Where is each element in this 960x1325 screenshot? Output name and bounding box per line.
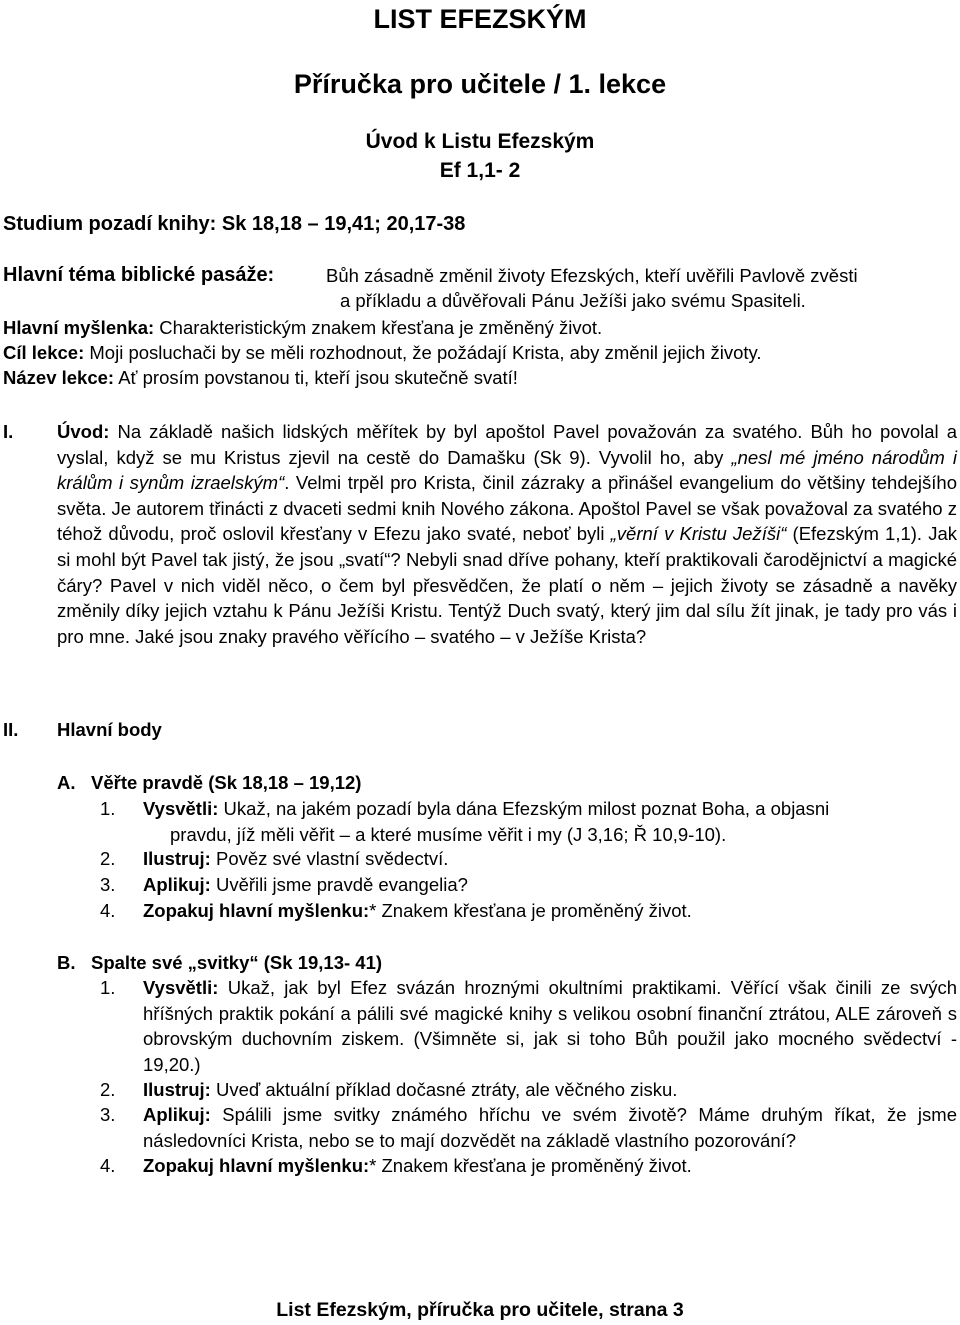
intro-label: Úvod:: [57, 421, 110, 442]
section-b-item-2: Ilustruj: Uveď aktuální příklad dočasné ztráty, ale věčného zisku.: [143, 1079, 678, 1100]
lesson-goal-text: Moji posluchači by se měli rozhodnout, že požádají Krista, aby změnil jejich životy.: [84, 342, 762, 363]
main-points-number: II.: [3, 719, 19, 740]
main-points-heading: Hlavní body: [57, 719, 162, 740]
section-b-item-3: Aplikuj: Spálili jsme svitky známého hříchu ve svém životě? Máme druhým říkat, že jsme následovníci Krista, nebo se to mají dozvědět na základě vlastního pozorování?: [143, 1104, 957, 1151]
section-b-item-1: Vysvětli: Ukaž, jak byl Efez svázán hroznými okultními praktikami. Věřící však činili ze svých hříšných praktik pokání a pálili své magické knihy s velikou osobní finanční ztrátou, ALE zároveň s obrovským duchovním ziskem. (Všimněte si, jak si toho Bůh použil jako mocného svědectví - 19,20.): [143, 977, 957, 1075]
main-theme-label: Hlavní téma biblické pasáže:: [3, 264, 275, 286]
lesson-name-text: Ať prosím povstanou ti, kteří jsou skutečně svatí!: [114, 367, 518, 388]
main-theme-line-2: a příkladu a důvěřovali Pánu Ježíši jako svému Spasiteli.: [340, 290, 806, 311]
intro-quote-2: „věrní v Kristu Ježíši“: [610, 523, 787, 545]
section-a-item-3-number: 3.: [100, 874, 116, 895]
item-label: Vysvětli:: [143, 798, 219, 819]
item-label: Ilustruj:: [143, 848, 211, 869]
background-study: Studium pozadí knihy: Sk 18,18 – 19,41; 20,17-38: [3, 213, 466, 235]
item-label: Zopakuj hlavní myšlenku:: [143, 900, 370, 921]
intro-quote-1: „nesl mé jméno národům i králům i synům izraelským“: [57, 446, 957, 494]
section-a-item-3: Aplikuj: Uvěřili jsme pravdě evangelia?: [143, 874, 468, 895]
lesson-title: Úvod k Listu Efezským: [365, 130, 595, 153]
lesson-name-label: Název lekce:: [3, 367, 115, 388]
section-a-item-2-number: 2.: [100, 848, 116, 869]
section-a-item-4: Zopakuj hlavní myšlenku:* Znakem křesťana je proměněný život.: [143, 900, 692, 921]
item-label: Vysvětli:: [143, 977, 219, 998]
section-b-item-4: Zopakuj hlavní myšlenku:* Znakem křesťana je proměněný život.: [143, 1155, 692, 1176]
section-a-letter: A.: [57, 772, 76, 793]
section-b-title: Spalte své „svitky“ (Sk 19,13- 41): [91, 952, 383, 973]
item-label: Aplikuj:: [143, 874, 211, 895]
lesson-goal: [3, 340, 958, 366]
document-title: LIST EFEZSKÝM: [373, 4, 587, 34]
section-b-item-1-number: 1.: [100, 977, 116, 998]
section-a-item-4-number: 4.: [100, 900, 116, 921]
section-b-item-2-number: 2.: [100, 1079, 116, 1100]
main-idea-label: Hlavní myšlenka:: [3, 317, 155, 338]
lesson-name: [3, 365, 958, 391]
intro-number: I.: [3, 421, 14, 442]
section-a-item-1: Vysvětli: Ukaž, na jakém pozadí byla dána Efezským milost poznat Boha, a objasni pravdu, jíž měli věřit – a které musíme věřit i my (J 3,16; Ř 10,9-10).: [143, 798, 830, 845]
intro-paragraph: Úvod: Na základě našich lidských měřítek by byl apoštol Pavel považován za svatého. Bůh ho povolal a vyslal, když se mu Kristus zjevil na cestě do Damašku (Sk 9). Vyvolil ho, aby „nesl mé jméno národům i králům i synům izraelským“. Velmi trpěl pro Krista, činil zázraky a přinášel evangelium do většiny tehdejšího světa. Je autorem třinácti z dvaceti sedmi knih Nového zákona. Apoštol Pavel se však považoval za svatého z téhož důvodu, proč oslovil křesťany v Efezu jako svaté, neboť byli „věrní v Kristu Ježíši“ (Efezským 1,1). Jak si mohl být Pavel tak jistý, že jsou „svatí“? Nebyli snad dříve pohany, kteří praktikovali čarodějnictví a magické čáry? Pavel v nich viděl něco, o čem byl přesvědčen, že platí o něm – jejich životy se zásadně a navěky změnily díky jejich vztahu k Pánu Ježíši Kristu. Tentýž Duch svatý, který jim dal sílu žít jinak, je tady pro vás i pro mne. Jaké jsou znaky pravého věřícího – svatého – v Ježíše Krista?: [57, 421, 957, 647]
main-theme-line-1: Bůh zásadně změnil životy Efezských, kteří uvěřili Pavlově zvěsti: [326, 265, 858, 286]
section-a-item-1-number: 1.: [100, 798, 116, 819]
section-b-item-4-number: 4.: [100, 1155, 116, 1176]
lesson-goal-label: Cíl lekce:: [3, 342, 85, 363]
main-idea: [3, 315, 958, 341]
item-label: Zopakuj hlavní myšlenku:: [143, 1155, 370, 1176]
item-label: Aplikuj:: [143, 1104, 211, 1125]
main-idea-text: Charakteristickým znakem křesťana je změněný život.: [154, 317, 603, 338]
section-a-title: Věřte pravdě (Sk 18,18 – 19,12): [91, 772, 362, 793]
item-label: Ilustruj:: [143, 1079, 211, 1100]
subtitle: Příručka pro učitele / 1. lekce: [293, 69, 667, 99]
section-a-item-2: Ilustruj: Pověz své vlastní svědectví.: [143, 848, 449, 869]
section-b-letter: B.: [57, 952, 76, 973]
lesson-reference: Ef 1,1- 2: [439, 159, 521, 182]
section-b-item-3-number: 3.: [100, 1104, 116, 1125]
main-theme-text: [326, 263, 958, 313]
page-footer: List Efezským, příručka pro učitele, strana 3: [276, 1299, 684, 1321]
